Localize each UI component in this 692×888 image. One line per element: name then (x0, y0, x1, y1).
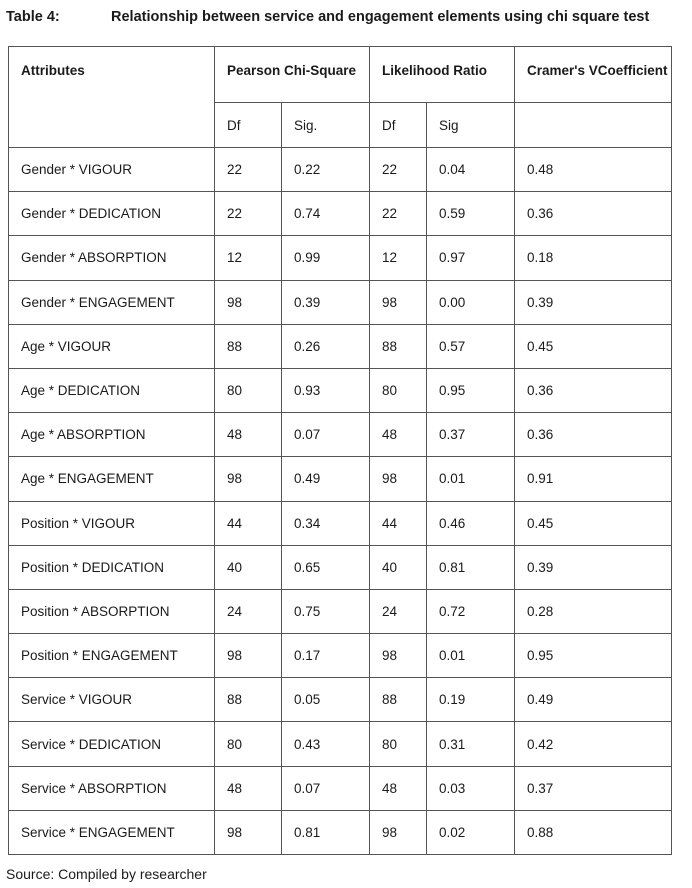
cell-pearson-sig: 0.07 (282, 766, 370, 810)
cell-attribute: Service * ABSORPTION (9, 766, 215, 810)
cell-likelihood-df: 24 (370, 589, 427, 633)
cell-cramers-v: 0.88 (515, 810, 672, 854)
cell-pearson-sig: 0.49 (282, 457, 370, 501)
cell-likelihood-df: 22 (370, 148, 427, 192)
cell-pearson-df: 12 (215, 236, 282, 280)
cell-likelihood-df: 98 (370, 810, 427, 854)
subheader-cramers-empty (515, 103, 672, 148)
cell-pearson-sig: 0.39 (282, 280, 370, 324)
cell-likelihood-sig: 0.01 (427, 634, 515, 678)
cell-pearson-df: 98 (215, 810, 282, 854)
cell-likelihood-sig: 0.59 (427, 192, 515, 236)
table-title: Relationship between service and engagement elements using chi square test (111, 9, 650, 25)
cell-pearson-df: 88 (215, 324, 282, 368)
cell-likelihood-sig: 0.57 (427, 324, 515, 368)
cell-attribute: Service * ENGAGEMENT (9, 810, 215, 854)
cell-likelihood-sig: 0.04 (427, 148, 515, 192)
source-note: Source: Compiled by researcher (6, 866, 207, 882)
cell-likelihood-df: 88 (370, 324, 427, 368)
cell-pearson-df: 98 (215, 280, 282, 324)
cell-attribute: Position * DEDICATION (9, 545, 215, 589)
cell-attribute: Age * VIGOUR (9, 324, 215, 368)
cell-pearson-df: 22 (215, 148, 282, 192)
subheader-likelihood-sig: Sig (427, 103, 515, 148)
cell-cramers-v: 0.91 (515, 457, 672, 501)
table-row (9, 501, 672, 545)
cell-attribute: Age * ABSORPTION (9, 413, 215, 457)
cell-cramers-v: 0.95 (515, 634, 672, 678)
cell-likelihood-df: 40 (370, 545, 427, 589)
chi-square-table (8, 46, 672, 855)
table-row (9, 236, 672, 280)
cell-likelihood-sig: 0.81 (427, 545, 515, 589)
table-row (9, 324, 672, 368)
table-row (9, 457, 672, 501)
cell-cramers-v: 0.36 (515, 413, 672, 457)
cell-pearson-df: 44 (215, 501, 282, 545)
cell-likelihood-df: 80 (370, 722, 427, 766)
cell-pearson-sig: 0.26 (282, 324, 370, 368)
cell-cramers-v: 0.36 (515, 192, 672, 236)
cell-cramers-v: 0.39 (515, 545, 672, 589)
header-attributes: Attributes (9, 47, 215, 148)
cell-cramers-v: 0.37 (515, 766, 672, 810)
cell-pearson-sig: 0.75 (282, 589, 370, 633)
cell-cramers-v: 0.39 (515, 280, 672, 324)
cell-likelihood-df: 12 (370, 236, 427, 280)
header-likelihood-ratio: Likelihood Ratio (370, 47, 515, 103)
cell-likelihood-df: 98 (370, 457, 427, 501)
table-row (9, 280, 672, 324)
cell-cramers-v: 0.42 (515, 722, 672, 766)
cell-cramers-v: 0.18 (515, 236, 672, 280)
table-row (9, 192, 672, 236)
cell-pearson-sig: 0.17 (282, 634, 370, 678)
table-row (9, 368, 672, 412)
table-label: Table 4: (6, 9, 60, 25)
cell-likelihood-sig: 0.01 (427, 457, 515, 501)
cell-likelihood-sig: 0.02 (427, 810, 515, 854)
cell-pearson-df: 88 (215, 678, 282, 722)
table-body (9, 148, 672, 855)
cell-pearson-df: 40 (215, 545, 282, 589)
table-row (9, 148, 672, 192)
header-cramers-v: Cramer's VCoefficient (515, 47, 672, 103)
cell-attribute: Gender * VIGOUR (9, 148, 215, 192)
table-row (9, 766, 672, 810)
cell-attribute: Position * ENGAGEMENT (9, 634, 215, 678)
table-row (9, 810, 672, 854)
cell-pearson-sig: 0.93 (282, 368, 370, 412)
cell-likelihood-sig: 0.37 (427, 413, 515, 457)
subheader-pearson-df: Df (215, 103, 282, 148)
cell-pearson-sig: 0.65 (282, 545, 370, 589)
cell-attribute: Age * ENGAGEMENT (9, 457, 215, 501)
table-row (9, 722, 672, 766)
cell-cramers-v: 0.45 (515, 324, 672, 368)
cell-likelihood-df: 22 (370, 192, 427, 236)
cell-likelihood-sig: 0.95 (427, 368, 515, 412)
cell-pearson-df: 24 (215, 589, 282, 633)
cell-pearson-df: 98 (215, 634, 282, 678)
cell-likelihood-df: 88 (370, 678, 427, 722)
cell-attribute: Gender * ENGAGEMENT (9, 280, 215, 324)
cell-likelihood-sig: 0.03 (427, 766, 515, 810)
cell-likelihood-df: 98 (370, 634, 427, 678)
cell-pearson-df: 48 (215, 766, 282, 810)
cell-likelihood-df: 44 (370, 501, 427, 545)
cell-cramers-v: 0.45 (515, 501, 672, 545)
subheader-likelihood-df: Df (370, 103, 427, 148)
cell-cramers-v: 0.36 (515, 368, 672, 412)
cell-cramers-v: 0.28 (515, 589, 672, 633)
table-row (9, 589, 672, 633)
cell-pearson-sig: 0.07 (282, 413, 370, 457)
cell-cramers-v: 0.48 (515, 148, 672, 192)
cell-pearson-df: 48 (215, 413, 282, 457)
cell-likelihood-sig: 0.97 (427, 236, 515, 280)
cell-cramers-v: 0.49 (515, 678, 672, 722)
cell-attribute: Service * VIGOUR (9, 678, 215, 722)
header-row (9, 47, 672, 103)
cell-attribute: Gender * DEDICATION (9, 192, 215, 236)
cell-pearson-df: 80 (215, 722, 282, 766)
cell-attribute: Position * ABSORPTION (9, 589, 215, 633)
cell-pearson-sig: 0.99 (282, 236, 370, 280)
table-row (9, 413, 672, 457)
cell-likelihood-sig: 0.46 (427, 501, 515, 545)
cell-likelihood-df: 80 (370, 368, 427, 412)
cell-likelihood-sig: 0.72 (427, 589, 515, 633)
cell-likelihood-df: 48 (370, 413, 427, 457)
cell-pearson-df: 22 (215, 192, 282, 236)
cell-attribute: Age * DEDICATION (9, 368, 215, 412)
cell-likelihood-df: 48 (370, 766, 427, 810)
table-row (9, 634, 672, 678)
cell-pearson-sig: 0.05 (282, 678, 370, 722)
cell-pearson-df: 98 (215, 457, 282, 501)
subheader-pearson-sig: Sig. (282, 103, 370, 148)
cell-attribute: Gender * ABSORPTION (9, 236, 215, 280)
cell-pearson-sig: 0.81 (282, 810, 370, 854)
table-row (9, 545, 672, 589)
cell-pearson-sig: 0.34 (282, 501, 370, 545)
cell-likelihood-sig: 0.31 (427, 722, 515, 766)
cell-likelihood-df: 98 (370, 280, 427, 324)
cell-likelihood-sig: 0.00 (427, 280, 515, 324)
cell-pearson-sig: 0.43 (282, 722, 370, 766)
cell-pearson-sig: 0.22 (282, 148, 370, 192)
cell-attribute: Service * DEDICATION (9, 722, 215, 766)
cell-pearson-sig: 0.74 (282, 192, 370, 236)
table-row (9, 678, 672, 722)
cell-likelihood-sig: 0.19 (427, 678, 515, 722)
header-pearson-chi-square: Pearson Chi-Square (215, 47, 370, 103)
cell-attribute: Position * VIGOUR (9, 501, 215, 545)
cell-pearson-df: 80 (215, 368, 282, 412)
